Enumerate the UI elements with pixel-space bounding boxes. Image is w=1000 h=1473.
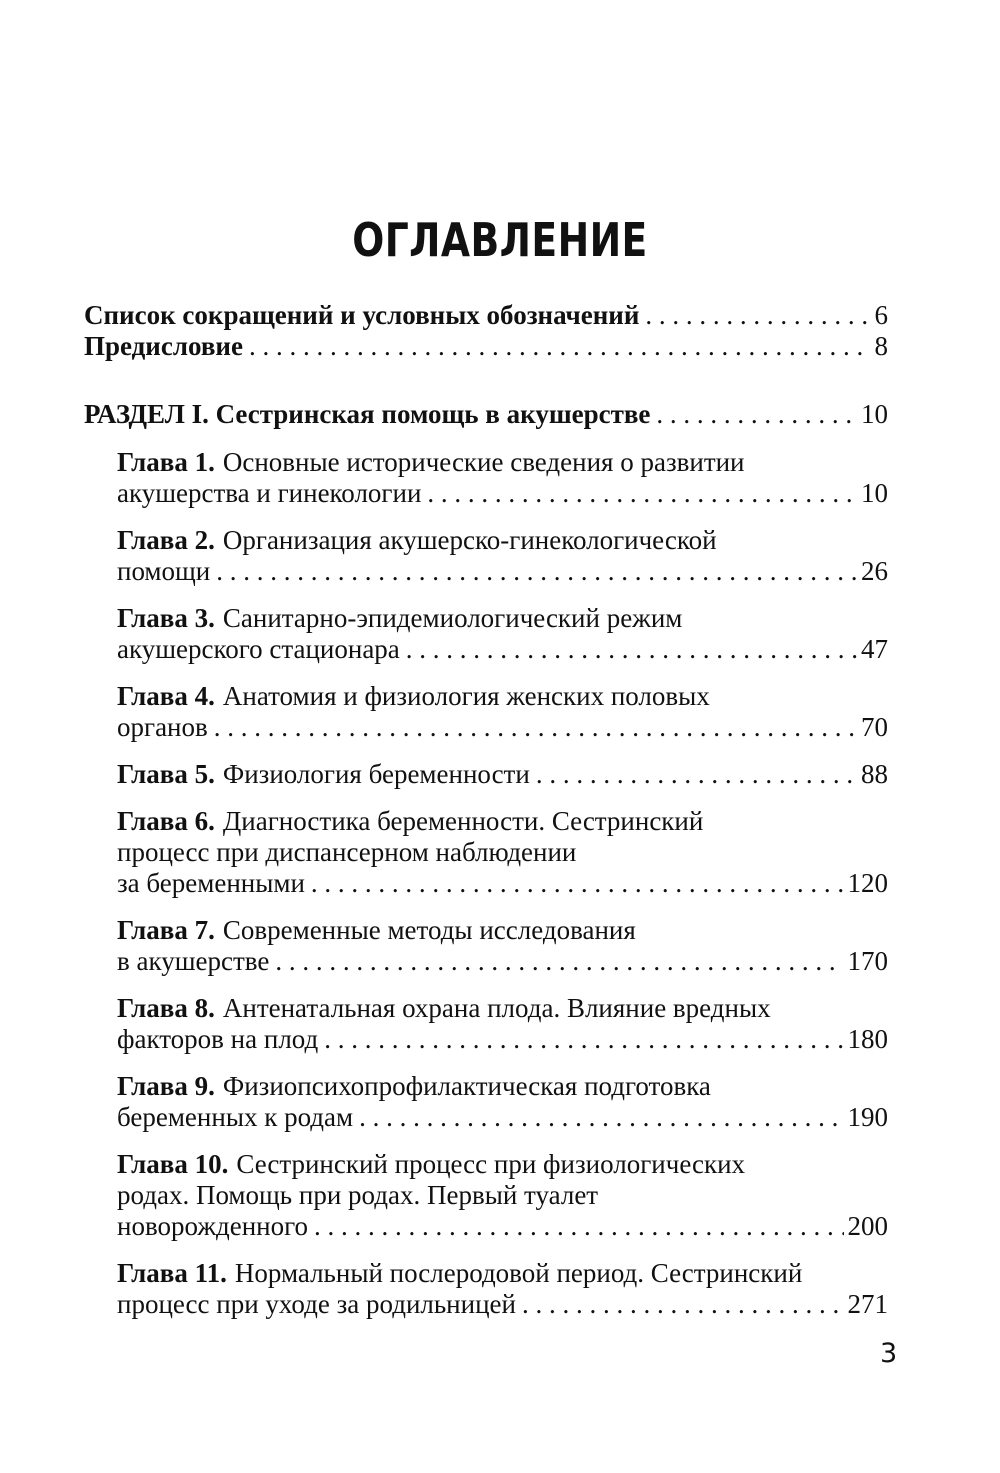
toc-line: [84, 331, 888, 362]
toc-line: [117, 837, 888, 868]
chapter-title-line: акушерства и гинекологии: [117, 478, 422, 508]
chapter-title-line: Физиология беременности: [222, 759, 530, 789]
toc-line: [117, 1102, 888, 1133]
toc-line: [117, 1149, 888, 1180]
dot-leader: [536, 759, 857, 790]
toc-line: [117, 1071, 888, 1102]
chapter-label: Глава 6.: [117, 806, 215, 836]
chapter-label: Глава 8.: [117, 993, 215, 1023]
chapter-title-line: за беременными: [117, 868, 305, 898]
chapter-title-line: акушерского стационара: [117, 634, 400, 664]
chapter-title-line: Анатомия и физиология женских половых: [222, 681, 710, 711]
chapter-title-line: беременных к родам: [117, 1102, 354, 1132]
toc-line: [117, 556, 888, 587]
chapter-title-line: помощи: [117, 556, 211, 586]
chapter-title-line: Диагностика беременности. Сестринский: [222, 806, 704, 836]
toc-entry-title: Предисловие: [84, 331, 243, 361]
toc-line: [117, 1258, 888, 1289]
toc-page-number: 26: [861, 556, 888, 586]
chapter-title-line: Основные исторические сведения о развитии: [222, 447, 745, 477]
chapter-label: Глава 1.: [117, 447, 215, 477]
dot-leader: [314, 1211, 843, 1242]
chapter-title-line: органов: [117, 712, 208, 742]
toc-line: [117, 634, 888, 665]
toc-line: [117, 478, 888, 509]
toc-page-number: 170: [847, 946, 888, 976]
toc-line: [117, 806, 888, 837]
toc-page-number: 190: [847, 1102, 888, 1132]
toc-line: [117, 993, 888, 1024]
toc-line: [117, 447, 888, 478]
toc-page-number: 47: [861, 634, 888, 664]
chapter-title-line: процесс при диспансерном наблюдении: [117, 837, 577, 867]
chapter-title-line: новорожденного: [117, 1211, 309, 1241]
chapter-title-line: Физиопсихопрофилактическая подготовка: [222, 1071, 711, 1101]
toc-page-number: 6: [874, 300, 888, 330]
chapter-title-line: Санитарно-эпидемиологический режим: [222, 603, 683, 633]
dot-leader: [522, 1289, 844, 1320]
chapter-title-line: факторов на плод: [117, 1024, 319, 1054]
toc-line: [84, 300, 888, 331]
dot-leader: [216, 556, 857, 587]
chapter-label: Глава 11.: [117, 1258, 227, 1288]
toc-page-number: 120: [847, 868, 888, 898]
dot-leader: [645, 300, 870, 331]
chapter-label: Глава 5.: [117, 759, 215, 789]
toc-page-number: 200: [847, 1211, 888, 1241]
toc-line: [117, 915, 888, 946]
toc-line: [117, 759, 888, 790]
toc-page-number: 10: [861, 399, 888, 429]
chapter-title-line: в акушерстве: [117, 946, 270, 976]
chapter-label: Глава 10.: [117, 1149, 229, 1179]
dot-leader: [275, 946, 843, 977]
dot-leader: [214, 712, 857, 743]
dot-leader: [656, 399, 857, 430]
toc-line: [117, 681, 888, 712]
page-number: 3: [880, 1338, 898, 1369]
toc-page-number: 88: [861, 759, 888, 789]
chapter-label: Глава 4.: [117, 681, 215, 711]
toc-line: [117, 1024, 888, 1055]
chapter-label: Глава 3.: [117, 603, 215, 633]
toc-page-number: 10: [861, 478, 888, 508]
toc-line: [117, 1180, 888, 1211]
chapter-title-line: Нормальный послеродовой период. Сестринский: [234, 1258, 803, 1288]
dot-leader: [359, 1102, 843, 1133]
toc-line: [117, 946, 888, 977]
chapter-label: Глава 7.: [117, 915, 215, 945]
chapter-label: Глава 9.: [117, 1071, 215, 1101]
toc-line: [84, 399, 888, 430]
toc-entry-title: Список сокращений и условных обозначений: [84, 300, 640, 330]
toc-line: [117, 1211, 888, 1242]
dot-leader: [249, 331, 871, 362]
chapter-title-line: Антенатальная охрана плода. Влияние вредных: [222, 993, 771, 1023]
dot-leader: [311, 868, 844, 899]
dot-leader: [406, 634, 857, 665]
dot-leader: [324, 1024, 843, 1055]
chapter-title-line: Сестринский процесс при физиологических: [236, 1149, 746, 1179]
page-title: ОГЛАВЛЕНИЕ: [352, 213, 648, 267]
toc-line: [117, 712, 888, 743]
section-title: РАЗДЕЛ I. Сестринская помощь в акушерстве: [84, 399, 651, 429]
toc-page-number: 180: [847, 1024, 888, 1054]
chapter-label: Глава 2.: [117, 525, 215, 555]
toc-line: [117, 1289, 888, 1320]
dot-leader: [427, 478, 857, 509]
chapter-title-line: родах. Помощь при родах. Первый туалет: [117, 1180, 599, 1210]
chapter-title-line: Современные методы исследования: [222, 915, 636, 945]
toc-line: [117, 868, 888, 899]
chapter-title-line: Организация акушерско-гинекологической: [222, 525, 717, 555]
toc-page-number: 70: [861, 712, 888, 742]
toc-line: [117, 525, 888, 556]
toc-page-number: 271: [847, 1289, 888, 1319]
toc-page-number: 8: [874, 331, 888, 361]
toc-line: [117, 603, 888, 634]
chapter-title-line: процесс при уходе за родильницей: [117, 1289, 516, 1319]
